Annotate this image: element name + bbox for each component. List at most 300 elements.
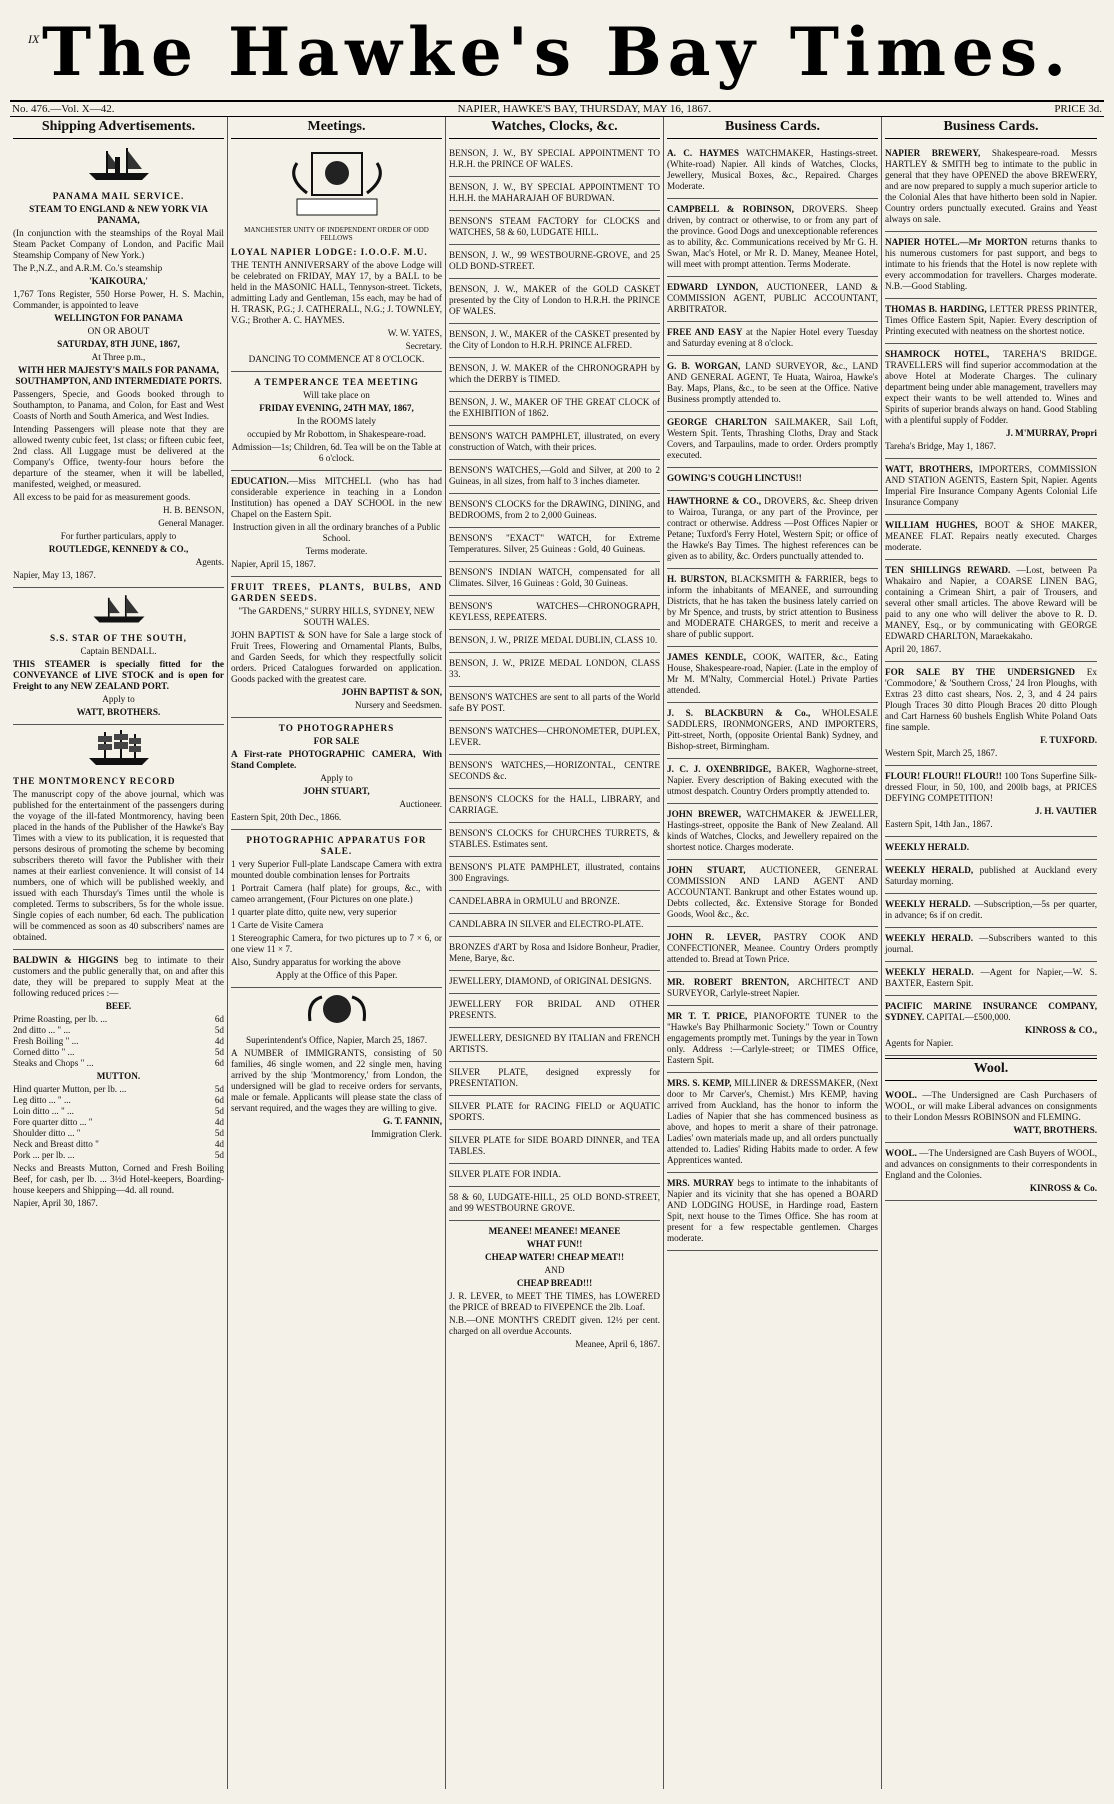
ad-signature: WATT, BROTHERS. (76, 707, 161, 717)
watch-ad (449, 143, 660, 177)
card-headline: G. B. WORGAN, (667, 361, 741, 371)
ad-subhead: "The GARDENS," SURRY HILLS, SYDNEY, NEW SOUTH WALES. (238, 606, 435, 627)
ad-text: CHEAP WATER! CHEAP MEAT!! (484, 1252, 625, 1262)
ad-headline: S.S. STAR OF THE SOUTH, (50, 633, 187, 643)
ad-text: BENSON, J. W., BY SPECIAL APPOINTMENT TO H.H.H. the MAHARAJAH OF BURDWAN. (449, 182, 660, 203)
ad-loyal-napier-lodge (231, 242, 442, 372)
column-business-cards-1 (664, 117, 882, 1789)
card-body: at the Napier Hotel every Tuesday and Saturday evening at 8 o'clock. (667, 327, 878, 348)
ad-text: 58 & 60, LUDGATE-HILL, 25 OLD BOND-STREET, and 99 WESTBOURNE GROVE. (449, 1192, 660, 1213)
steamship-icon (89, 591, 149, 625)
ad-text: DANCING TO COMMENCE AT 8 O'CLOCK. (248, 354, 425, 364)
price-row (13, 1106, 224, 1117)
ad-text: The manuscript copy of the above journal, which was published for the entertainment of the passengers during the voyage of the ill-fated Montmorency, having been placed in the hands of the Publisher of the Hawke's Bay Times with a view to its publication, it is requested that persons desirous of promoting the scheme by becoming subscribers thereto will favor the Publisher with their names at their earliest convenience. It will consist of 14 numbers, one of which will be published weekly, and issued with each Thursday's Times until the whole is completed. Terms to subscribers, 5s for the whole issue. Single copies of each number, 6d each. The publication will be commenced as soon as 40 subscribers' names are obtained. (13, 789, 224, 942)
price-row (13, 1025, 224, 1036)
ad-text: Necks and Breasts Mutton, Corned and Fresh Boiling Beef, for cash, per lb. ... 3½d Hotel-keepers, Boarding-house keepers and Shipping—4d. all round. (13, 1163, 224, 1195)
card-body: —The Undersigned are Cash Purchasers of WOOL, or will make Liberal advances on consignments to their London Messrs ROBINSON and FLEMING. (885, 1090, 1097, 1122)
card-headline: THOMAS B. HARDING, (885, 304, 987, 314)
watch-ad (449, 426, 660, 460)
ship-name: 'KAIKOURA,' (89, 276, 148, 286)
price-value: 5d (214, 1106, 224, 1116)
ad-text: For further particulars, apply to (60, 531, 177, 541)
price-item: Shoulder ditto ... " (13, 1128, 81, 1138)
ad-text: beg to intimate to their customers and the public generally that, on and after this date, they will be prepared to supply Meat at the following reduced prices :— (13, 955, 224, 998)
ad-text: 1,767 Tons Register, 550 Horse Power, H. S. Machin, Commander, is appointed to leave (13, 289, 224, 310)
price-value: 5d (214, 1128, 224, 1138)
ad-text: In the ROOMS lately (297, 416, 376, 426)
watch-ad (449, 914, 660, 937)
watch-ad (449, 1096, 660, 1130)
ad-education (231, 471, 442, 577)
ad-text: Passengers, Specie, and Goods booked through to Southampton, to Panama, and Colon, for East and West Coasts of North and South America, and West Indies. (13, 389, 224, 421)
card-body: WATCHMAKER, Hastings-street. (White-road) Napier. All kinds of Watches, Clocks, Jewellery, Musical Boxes, &c., Repaired. Charges Moderate. (667, 148, 878, 191)
ad-text: CANDLABRA IN SILVER and ELECTRO-PLATE. (449, 919, 644, 929)
card-headline: NAPIER BREWERY, (885, 148, 981, 158)
card-headline: WEEKLY HERALD, (885, 865, 974, 875)
ad-signature: ROUTLEDGE, KENNEDY & CO., (48, 544, 189, 554)
ad-text: General Manager. (158, 518, 224, 528)
card-headline: WILLIAM HUGHES, (885, 520, 978, 530)
list-item: 1 very Superior Full-plate Landscape Camera with extra mounted double combination lenses for Portraits (231, 859, 442, 880)
card-body: Ex 'Commodore,' & 'Southern Cross,' 24 Iron Ploughs, with Extras 23 ditto cast shears, Nos. 2, 3, and 4 24 pairs Plough Traces 30 ditto Plough Braces 20 ditto Plough and Cart Harness 60 bushels English White Poland Oats fine sample. (885, 667, 1097, 732)
card-headline: HAWTHORNE & CO., (667, 496, 761, 506)
ad-text: BENSON, J. W., PRIZE MEDAL LONDON, CLASS 33. (449, 658, 660, 679)
watch-ad (449, 324, 660, 358)
ad-text: BENSON, J. W., BY SPECIAL APPOINTMENT TO H.R.H. the PRINCE OF WALES. (449, 148, 660, 169)
price-row (13, 1095, 224, 1106)
watch-ad (449, 1187, 660, 1221)
ad-text: CANDELABRA in ORMULU and BRONZE. (449, 896, 620, 906)
ad-text: At Three p.m., (91, 352, 146, 362)
price-item: Neck and Breast ditto " (13, 1139, 99, 1149)
card-body: —Agent for Napier,—W. S. BAXTER, Eastern Spit. (885, 967, 1097, 988)
card-body: WATCHMAKER & JEWELLER, Hastings-street, opposite the Bank of New Zealand. All kinds of Watches, Clocks, and Jewellery repaired on the shortest notice. Charges moderate. (667, 809, 878, 852)
card-body: begs to intimate to the inhabitants of Napier and its vicinity that she has opened a BOARD AND LODGING HOUSE, in Hardinge road, Eastern Spit, next house to the Times Office. She has room at present for a few respectable gentlemen. Charges moderate. (667, 1178, 879, 1243)
price-value: 5d (214, 1150, 224, 1160)
price: PRICE 3d. (1054, 103, 1102, 115)
ad-text: FOR SALE (313, 736, 360, 746)
ad-text: Apply to (102, 694, 135, 704)
business-cards-list (885, 143, 1097, 1056)
ad-text: A First-rate PHOTOGRAPHIC CAMERA, With Stand Complete. (231, 749, 442, 770)
ad-headline: TO PHOTOGRAPHERS (278, 723, 395, 733)
business-card (885, 662, 1097, 766)
price-item: Loin ditto ... " ... (13, 1106, 74, 1116)
ad-text: BENSON, J. W., MAKER OF THE GREAT CLOCK of the EXHIBITION of 1862. (449, 397, 660, 418)
watch-ad (449, 653, 660, 687)
ad-headline: LOYAL NAPIER LODGE: I.O.O.F. M.U. (231, 247, 428, 257)
ad-text: BENSON'S WATCHES—CHRONOGRAPH, KEYLESS, REPEATERS. (449, 601, 660, 622)
price-value: 5d (214, 1025, 224, 1035)
steamship-icon (84, 143, 154, 183)
price-value: 4d (214, 1117, 224, 1127)
card-headline: MRS. MURRAY (667, 1178, 735, 1188)
card-date: April 20, 1867. (885, 644, 942, 654)
business-card (667, 569, 878, 647)
business-card (667, 468, 878, 491)
card-headline: MRS. S. KEMP, (667, 1078, 732, 1088)
watch-ad (449, 279, 660, 324)
ad-text: N.B.—ONE MONTH'S CREDIT given. 12½ per cent. charged on all overdue Accounts. (449, 1315, 660, 1336)
ad-text: BENSON, J. W., 99 WESTBOURNE-GROVE, and 25 OLD BOND-STREET. (449, 250, 660, 271)
ad-text: BENSON, J. W. MAKER of the CHRONOGRAPH by which the DERBY is TIMED. (449, 363, 660, 384)
ad-text: BENSON'S WATCH PAMPHLET, illustrated, on every construction of Watch, with their prices. (449, 431, 660, 452)
business-card (885, 299, 1097, 344)
column-heading: Shipping Advertisements. (13, 117, 224, 139)
card-signature: J. H. VAUTIER (1035, 806, 1097, 816)
watch-ad (449, 211, 660, 245)
ad-text: BENSON'S "EXACT" WATCH, for Extreme Temperatures. Silver, 25 Guineas : Gold, 40 Guineas. (449, 533, 660, 554)
business-card (885, 996, 1097, 1056)
card-body: ARCHITECT AND SURVEYOR, Carlyle-street Napier. (667, 977, 879, 998)
watch-ad (449, 755, 660, 789)
card-body: published at Auckland every Saturday morning. (885, 865, 1097, 886)
ad-text: Superintendent's Office, Napier, March 25, 1867. (246, 1035, 427, 1045)
price-value: 4d (214, 1036, 224, 1046)
crest-caption: MANCHESTER UNITY OF INDEPENDENT ORDER OF ODD FELLOWS (244, 226, 429, 242)
ad-temperance-tea (231, 372, 442, 471)
ad-signature: G. T. FANNIN, (383, 1116, 442, 1126)
place-date: NAPIER, HAWKE'S BAY, THURSDAY, MAY 16, 1867. (457, 103, 712, 115)
card-date: Eastern Spit, 14th Jan., 1867. (885, 819, 993, 829)
card-headline: H. BURSTON, (667, 574, 727, 584)
card-body: AUCTIONEER, GENERAL COMMISSION AND LAND AGENT AND ACCOUNTANT. Bankrupt and other Estates wound up. Debts collected, &c. Extensive Storage for Bonded Goods, Wool &c., &c. (667, 865, 878, 919)
ad-text: A NUMBER of IMMIGRANTS, consisting of 50 families, 46 single women, and 22 single men, having arrived by the ship 'Montmorency,' from London, the undersigned will be glad to receive orders for servants, male or female. Applicants will please state the class of servant required, and the wages they are willing to give. (231, 1048, 442, 1113)
ad-date: Eastern Spit, 20th Dec., 1866. (231, 812, 342, 822)
ad-date: Meanee, April 6, 1867. (575, 1339, 660, 1349)
card-signature: F. TUXFORD. (1040, 735, 1097, 745)
card-signature: KINROSS & CO., (1025, 1025, 1097, 1035)
price-item: Leg ditto ... " ... (13, 1095, 71, 1105)
card-headline: WOOL. (885, 1090, 917, 1100)
business-card (667, 412, 878, 468)
oddfellows-crest-icon (277, 143, 397, 223)
price-value: 6d (214, 1058, 224, 1068)
watch-ad (449, 687, 660, 721)
business-card (667, 647, 878, 703)
ad-text: BENSON'S WATCHES,—HORIZONTAL, CENTRE SECONDS &c. (449, 760, 660, 781)
ad-text: CHEAP BREAD!!! (516, 1278, 593, 1288)
watch-ad (449, 1130, 660, 1164)
watch-ad (449, 528, 660, 562)
card-body: PIANOFORTE TUNER to the "Hawke's Bay Philharmonic Society." Town or Country engagements promptly met. Tunings by the year in Town only. Address :—Carlyle-street; or TIMES Office, Eastern Spit. (667, 1011, 879, 1065)
price-item: Fresh Boiling " ... (13, 1036, 79, 1046)
price-item: Steaks and Chops " ... (13, 1058, 94, 1068)
card-headline: MR T. T. PRICE, (667, 1011, 748, 1021)
watch-ad (449, 789, 660, 823)
price-item: Corned ditto " ... (13, 1047, 75, 1057)
price-value: 5d (214, 1084, 224, 1094)
section-label: BEEF. (105, 1001, 132, 1011)
ad-headline: BALDWIN & HIGGINS (13, 955, 119, 965)
card-headline: J. C. J. OXENBRIDGE, (667, 764, 772, 774)
list-item: 1 quarter plate ditto, quite new, very superior (231, 907, 397, 917)
column-shipping (10, 117, 228, 1789)
ad-fruit-trees (231, 577, 442, 718)
ad-date: Napier, April 15, 1867. (231, 559, 316, 569)
price-row (13, 1117, 224, 1128)
dateline (10, 100, 1104, 117)
card-body: TAREHA'S BRIDGE. TRAVELLERS will find superior accommodation at the above Hotel at Moderate Charges. The culinary department being under able management, travellers may expect their wants to be well attended to. Wines and Spirits of superior brands always on hand. Good Stabling with a plentiful supply of Fodder. (885, 349, 1097, 425)
ad-text: Intending Passengers will please note that they are allowed twenty cubic feet, 1st class; or fifteen cubic feet, 2nd class. All Luggage must be delivered at the Company's Office, twenty-four hours before the departure of the steamer, when it will be labelled, manifested, weighed, or measured. (13, 424, 224, 489)
price-item: Hind quarter Mutton, per lb. ... (13, 1084, 127, 1094)
watch-ad (449, 460, 660, 494)
ad-text: Auctioneer. (399, 799, 442, 809)
ad-text: BENSON, J. W., MAKER of the CASKET presented by the City of London to H.R.H. PRINCE ALFRED. (449, 329, 660, 350)
ad-text: Apply at the Office of this Paper. (275, 970, 398, 980)
price-item: Pork ... per lb. ... (13, 1150, 75, 1160)
ad-headline: FRUIT TREES, PLANTS, BULBS, AND GARDEN SEEDS. (231, 582, 442, 603)
ad-text: Agents. (195, 557, 224, 567)
card-body: PASTRY COOK AND CONFECTIONER, Meanee. Country Orders promptly attended to. Bread at Town Price. (667, 932, 879, 964)
ad-text: J. R. LEVER, to MEET THE TIMES, has LOWERED the PRICE of BREAD to FIVEPENCE the 2lb. Loaf. (449, 1291, 660, 1312)
column-business-cards-2 (882, 117, 1100, 1789)
ad-text: Will take place on (303, 390, 370, 400)
ad-text: BRONZES d'ART by Rosa and Isidore Bonheur, Pradier, Mene, Barye, &c. (449, 942, 660, 963)
list-item: 1 Carte de Visite Camera (231, 920, 324, 930)
ad-text: Terms moderate. (305, 546, 368, 556)
card-body: —Subscribers wanted to this journal. (885, 933, 1097, 954)
ad-panama (13, 186, 224, 588)
price-row (13, 1128, 224, 1139)
ad-headline: MEANEE! MEANEE! MEANEE (488, 1226, 621, 1236)
column-heading: Business Cards. (885, 117, 1097, 139)
masthead-title: The Hawke's Bay Times. (41, 13, 1073, 91)
business-card (667, 356, 878, 412)
beef-price-table (13, 1014, 224, 1069)
ad-headline: A TEMPERANCE TEA MEETING (254, 377, 419, 387)
ad-text: THIS STEAMER is specially fitted for the CONVEYANCE of LIVE STOCK and is open for Freight to any NEW ZEALAND PORT. (13, 659, 224, 691)
card-headline: NAPIER HOTEL.—Mr MORTON (885, 237, 1028, 247)
ad-meanee (449, 1221, 660, 1356)
ad-text: WHAT FUN!! (526, 1239, 583, 1249)
issue-number: No. 476.—Vol. X—42. (12, 103, 115, 115)
ad-text: SILVER PLATE, designed expressly for PRESENTATION. (449, 1067, 660, 1088)
business-card (885, 344, 1097, 459)
card-headline: FREE AND EASY (667, 327, 743, 337)
card-headline: WATT, BROTHERS, (885, 464, 973, 474)
card-body: returns thanks to his numerous customers for past support, and begs to intimate to his friends that the Hotel is now replete with every accommodation for travellers. Charges moderate. N.B.—Good Stabling. (885, 237, 1097, 291)
price-item: 2nd ditto ... " ... (13, 1025, 71, 1035)
card-date: Tareha's Bridge, May 1, 1867. (885, 441, 996, 451)
ad-text: The P.,N.Z., and A.R.M. Co.'s steamship (13, 263, 163, 273)
card-body: BAKER, Waghorne-street, Napier. Every description of Baking executed with the utmost despatch. Country Orders promptly attended to. (667, 764, 879, 796)
ad-text: —Miss MITCHELL (who has had considerable experience in teaching in a London Institution) has opened a DAY SCHOOL in the new Chapel on the Eastern Spit. (231, 476, 442, 519)
card-date: Western Spit, March 25, 1867. (885, 748, 998, 758)
business-card (885, 837, 1097, 860)
ad-text: BENSON, J. W., MAKER of the GOLD CASKET presented by the City of London to H.R.H. the PRINCE OF WALES. (449, 284, 660, 316)
card-headline: GEORGE CHARLTON (667, 417, 767, 427)
watch-ad (449, 358, 660, 392)
business-card (885, 1085, 1097, 1143)
ad-text: SILVER PLATE for SIDE BOARD DINNER, and TEA TABLES. (449, 1135, 660, 1156)
price-value: 6d (214, 1014, 224, 1024)
price-row (13, 1058, 224, 1069)
card-headline: JOHN STUART, (667, 865, 746, 875)
watch-ad (449, 596, 660, 630)
card-body: IMPORTERS, COMMISSION AND STATION AGENTS, Eastern Spit, Napier. Agents Imperial Fire Insurance Company Agents Colonial Life Insurance Company (885, 464, 1098, 507)
watch-ad (449, 630, 660, 653)
handwritten-mark: IX (28, 32, 40, 46)
price-value: 6d (214, 1095, 224, 1105)
watch-ad (449, 971, 660, 994)
watch-ad (449, 1164, 660, 1187)
price-value: 4d (214, 1139, 224, 1149)
ad-text: BENSON'S WATCHES,—Gold and Silver, at 200 to 2 Guineas, in all sizes, from half to 3 inches diameter. (449, 465, 660, 486)
card-body: —Subscription,—5s per quarter, in advance; 6s if on credit. (885, 899, 1097, 920)
list-item: 1 Stereographic Camera, for two pictures up to 7 × 6, or one view 11 × 7. (231, 933, 442, 954)
card-headline: JAMES KENDLE, (667, 652, 746, 662)
price-item: Prime Roasting, per lb. ... (13, 1014, 108, 1024)
ad-immigrants (231, 1030, 442, 1146)
business-card (885, 894, 1097, 928)
business-card (885, 459, 1097, 515)
business-card (885, 962, 1097, 996)
ad-text: FRIDAY EVENING, 24TH MAY, 1867, (259, 403, 414, 413)
card-body: AUCTIONEER, LAND & COMMISSION AGENT, PUBLIC ACCOUNTANT, ARBITRATOR. (667, 282, 879, 314)
business-card (885, 928, 1097, 962)
card-headline: J. S. BLACKBURN & Co., (667, 708, 811, 718)
watch-ad (449, 823, 660, 857)
card-body: LAND SURVEYOR, &c., LAND AND GENERAL AGENT, Te Huata, Wairoa, Hawke's Bay. Maps, Plans, &c., to be seen at the Office. Native Business promptly attended to. (667, 361, 878, 404)
card-body: WHOLESALE SADDLERS, IRONMONGERS, AND IMPORTERS, Pitt-street, North, (opposite Oriental Bank) Sydney, and Bishop-street, Birmingham. (667, 708, 878, 751)
card-body: CAPITAL—£500,000. (926, 1012, 1011, 1022)
card-headline: JOHN R. LEVER, (667, 932, 761, 942)
ad-text: occupied by Mr Robottom, in Shakespeare-road. (247, 429, 426, 439)
card-headline: JOHN BREWER, (667, 809, 742, 819)
business-card (667, 491, 878, 569)
business-card (667, 1006, 878, 1073)
ad-text: BENSON'S WATCHES—CHRONOMETER, DUPLEX, LEVER. (449, 726, 660, 747)
business-card (667, 860, 878, 927)
ad-star-of-the-south (13, 628, 224, 725)
business-card (667, 277, 878, 322)
ad-text: BENSON'S CLOCKS for the HALL, LIBRARY, and CARRIAGE. (449, 794, 660, 815)
column-heading: Meetings. (231, 117, 442, 139)
card-headline: GOWING'S COUGH LINCTUS!! (667, 473, 802, 483)
price-row (13, 1047, 224, 1058)
ad-text: Secretary. (405, 341, 442, 351)
card-headline: WOOL. (885, 1148, 917, 1158)
card-headline: WEEKLY HERALD. (885, 899, 971, 909)
price-value: 5d (214, 1047, 224, 1057)
columns (10, 117, 1104, 1789)
price-item: Fore quarter ditto ... " (13, 1117, 93, 1127)
ad-text: BENSON'S STEAM FACTORY for CLOCKS and WATCHES, 58 & 60, LUDGATE HILL. (449, 216, 660, 237)
price-row (13, 1014, 224, 1025)
watch-ad (449, 177, 660, 211)
ad-text: JOHN BAPTIST & SON have for Sale a large stock of Fruit Trees, Flowering and Ornamental Plants, Bulbs, and Garden Seeds, for which they respectfully solicit orders. Priced Catalogues forwarded on application. Goods packed with the greatest care. (231, 630, 442, 684)
business-card (667, 143, 878, 199)
business-card (885, 560, 1097, 662)
business-card (885, 860, 1097, 894)
card-headline: WEEKLY HERALD. (885, 933, 974, 943)
ad-text: All excess to be paid for as measurement goods. (13, 492, 191, 502)
ad-signature: JOHN STUART, (303, 786, 370, 796)
ad-text: BENSON'S PLATE PAMPHLET, illustrated, contains 300 Engravings. (449, 862, 660, 883)
price-row (13, 1084, 224, 1095)
watch-ad (449, 1062, 660, 1096)
price-row (13, 1036, 224, 1047)
card-body: BLACKSMITH & FARRIER, begs to inform the inhabitants of MEANEE, and surrounding Districts, that he has taken the business lately carried on by Mr Spence, and trusts, by strict attention to Business and MODERATE CHARGES, to merit and receive a share of public support. (667, 574, 878, 639)
business-card (667, 927, 878, 972)
column-watches (446, 117, 664, 1789)
card-headline: WEEKLY HERALD. (885, 967, 974, 977)
watch-ad (449, 994, 660, 1028)
card-date: Agents for Napier. (885, 1038, 954, 1048)
card-body: 100 Tons Superfine Silk-dressed Flour, in 50, 100, and 200lb bags, at PRICES DEFYING COMPETITION! (885, 771, 1097, 803)
ad-text: Instruction given in all the ordinary branches of a Public School. (232, 522, 441, 543)
list-item: 1 Portrait Camera (half plate) for groups, &c., with cameo arrangement, (Four Pictures on one plate.) (231, 883, 442, 904)
business-card (667, 1173, 878, 1251)
wool-ads-list (885, 1085, 1097, 1201)
card-body: SAILMAKER, Sail Loft, Western Spit. Tents, Thrashing Cloths, Dray and Stack Covers, and Tarpaulins, made to order. Orders promptly executed. (667, 417, 878, 460)
column-meetings (228, 117, 446, 1789)
card-signature: J. M'MURRAY, Propri (1005, 428, 1097, 438)
royal-arms-icon (302, 991, 372, 1027)
ad-text: Immigration Clerk. (371, 1129, 442, 1139)
column-heading: Business Cards. (667, 117, 878, 139)
ad-text: Apply to (320, 773, 353, 783)
card-headline: SHAMROCK HOTEL, (885, 349, 990, 359)
card-headline: WEEKLY HERALD. (885, 842, 970, 852)
card-body: DROVERS, &c. Sheep driven to Wairoa, Turanga, or any part of the Province, per contract or otherwise. Address —Post Offices Napier or Petane; Tuxford's Ferry Hotel, Western Spit; or office of the Hawke's Bay Times. The highest references can be given as to ability, &c. Orders punctually attended to. (667, 496, 879, 561)
ad-text: Also, Sundry apparatus for working the above (231, 957, 401, 967)
newspaper-page (10, 4, 1104, 1794)
watch-ad (449, 245, 660, 279)
ad-date: Napier, May 13, 1867. (13, 570, 96, 580)
card-signature: KINROSS & Co. (1029, 1183, 1097, 1193)
ad-text: Nursery and Seedsmen. (354, 700, 442, 710)
ad-text: JEWELLERY FOR BRIDAL AND OTHER PRESENTS. (449, 999, 660, 1020)
ad-montmorency-record (13, 771, 224, 950)
price-row (13, 1150, 224, 1161)
business-card (885, 232, 1097, 299)
card-headline: EDWARD LYNDON, (667, 282, 759, 292)
ad-text: WITH HER MAJESTY'S MAILS FOR PANAMA, SOUTHAMPTON, AND INTERMEDIATE PORTS. (15, 365, 222, 386)
business-card (667, 972, 878, 1006)
ad-text: THE TENTH ANNIVERSARY of the above Lodge will be celebrated on FRIDAY, MAY 17, by a BALL to be held in the MASONIC HALL, Tennyson-street. Tickets, admitting Lady and Gentleman, 15s each, may be had of H. TRASK, P.G.; J. CATHERALL, N.G.; J. TOWNLEY, V.G.; Brother A. C. HAYMES. (231, 260, 442, 325)
business-card (667, 804, 878, 860)
ad-text: JEWELLERY, DIAMOND, of ORIGINAL DESIGNS. (449, 976, 652, 986)
ad-text: BENSON, J. W., PRIZE MEDAL DUBLIN, CLASS 10. (449, 635, 658, 645)
watch-ad (449, 937, 660, 971)
ad-text: WELLINGTON FOR PANAMA (54, 313, 183, 323)
card-body: BOOT & SHOE MAKER, MEANEE FLAT. Repairs neatly executed. Charges moderate. (885, 520, 1097, 552)
ad-text: (In conjunction with the steamships of the Royal Mail Steam Packet Company of London, and Pacific Mail Steamship Company of New York.) (13, 228, 224, 260)
ad-headline: EDUCATION. (231, 476, 289, 486)
ad-text: SILVER PLATE FOR INDIA. (449, 1169, 561, 1179)
watch-ad (449, 562, 660, 596)
watch-ad (449, 1028, 660, 1062)
ad-text: AND (544, 1265, 565, 1275)
ad-signature: W. W. YATES, (387, 328, 442, 338)
watch-ads-list (449, 143, 660, 1221)
card-body: —Lost, between Pa Whakairo and Napier, a COARSE LINEN BAG, containing a Crimean Shirt, a pair of Trousers, and several other small articles. The above Reward will be paid to any one who will deliver the above to R. D. MANEY, Esq., or by communicating with GEORGE EDWARD CHARLTON, Maraekakaho. (885, 565, 1097, 641)
card-body: DROVERS. Sheep driven, by contract or otherwise, to or from any part of the province. Good Dogs and unexceptionable references as to ability, &c. Communications received by Mr G. H. Swan, Mac's Hotel, or Mr R. D. Maney, Meanee Hotel, will meet with prompt attention. Terms Moderate. (667, 204, 878, 269)
ad-text: BENSON'S CLOCKS for the DRAWING, DINING, and BEDROOMS, from 2 to 2,000 Guineas. (449, 499, 660, 520)
watch-ad (449, 494, 660, 528)
ad-baldwin-higgins (13, 950, 224, 1215)
ad-text: JEWELLERY, DESIGNED BY ITALIAN and FRENCH ARTISTS. (449, 1033, 660, 1054)
ad-text: Captain BENDALL. (80, 646, 157, 656)
ad-signature: JOHN BAPTIST & SON, (341, 687, 442, 697)
ad-text: BENSON'S INDIAN WATCH, compensated for all Climates. Silver, 16 Guineas : Gold, 30 Guineas. (449, 567, 660, 588)
section-label: MUTTON. (96, 1071, 141, 1081)
ad-text: SATURDAY, 8TH JUNE, 1867, (57, 339, 180, 349)
business-card (885, 1143, 1097, 1201)
card-headline: FLOUR! FLOUR!! FLOUR!! (885, 771, 1002, 781)
